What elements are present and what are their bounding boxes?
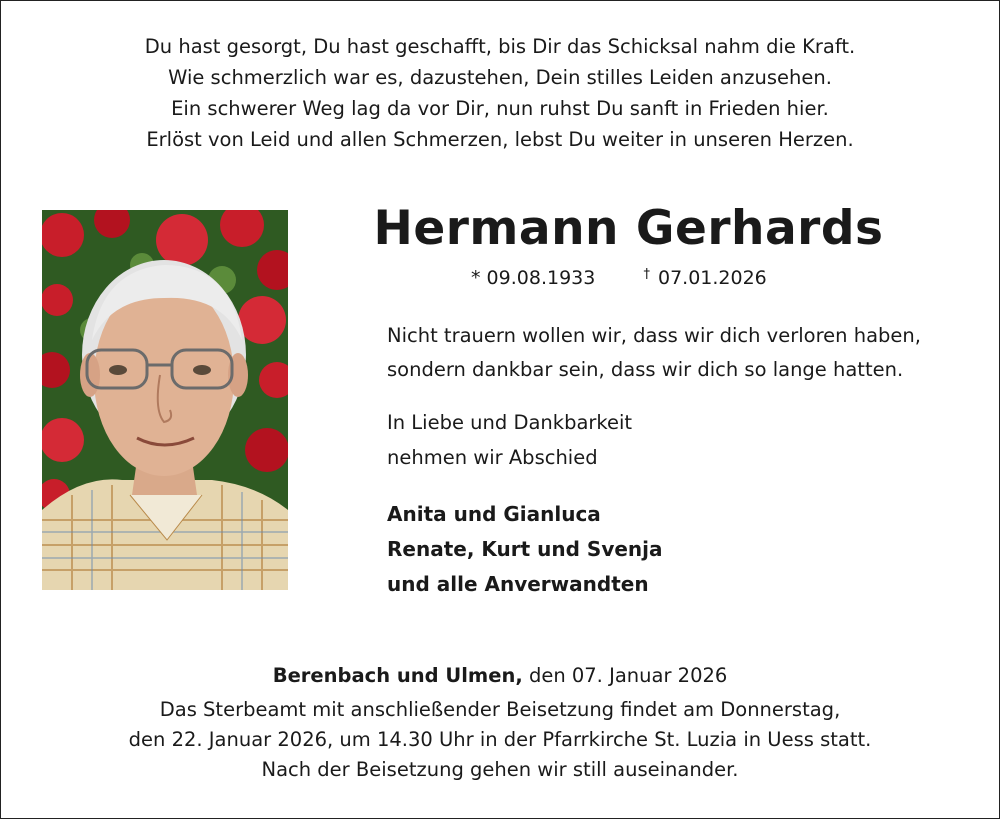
mourner: Anita und Gianluca	[387, 502, 601, 526]
poem-line: Erlöst von Leid und allen Schmerzen, lebst Du weiter in unseren Herzen.	[146, 128, 854, 151]
birth-symbol: *	[471, 267, 481, 289]
funeral-line: den 22. Januar 2026, um 14.30 Uhr in der Pfarrkirche St. Luzia in Uess statt.	[128, 728, 872, 751]
place: Berenbach und Ulmen,	[272, 664, 523, 687]
life-dates	[471, 267, 767, 289]
funeral-line: Das Sterbeamt mit anschließender Beisetzung findet am Donnerstag,	[159, 698, 841, 721]
farewell-line: In Liebe und Dankbarkeit	[387, 411, 633, 434]
cross-icon: †	[643, 267, 650, 282]
mourner: und alle Anverwandten	[387, 572, 649, 596]
memorial-quote	[387, 319, 921, 387]
farewell-line: nehmen wir Abschied	[387, 446, 598, 469]
quote-line: sondern dankbar sein, dass wir dich so lange hatten.	[387, 358, 904, 381]
birth-date: 09.08.1933	[486, 267, 596, 289]
funeral-info	[1, 661, 999, 785]
mourners-list	[387, 497, 663, 602]
quote-line: Nicht trauern wollen wir, dass wir dich verloren haben,	[387, 324, 921, 347]
funeral-line: Nach der Beisetzung gehen wir still auseinander.	[261, 758, 739, 781]
notice-date: den 07. Januar 2026	[528, 664, 728, 687]
poem-line: Wie schmerzlich war es, dazustehen, Dein stilles Leiden anzusehen.	[168, 66, 832, 89]
death-date: 07.01.2026	[657, 267, 767, 289]
farewell-text	[387, 405, 632, 475]
portrait-photo	[42, 210, 288, 590]
place-date-line	[1, 661, 999, 691]
mourner: Renate, Kurt und Svenja	[387, 537, 663, 561]
poem-line: Ein schwerer Weg lag da vor Dir, nun ruhst Du sanft in Frieden hier.	[171, 97, 829, 120]
deceased-name: Hermann Gerhards	[373, 201, 884, 256]
poem	[1, 31, 999, 155]
poem-line: Du hast gesorgt, Du hast geschafft, bis Dir das Schicksal nahm die Kraft.	[144, 35, 856, 58]
